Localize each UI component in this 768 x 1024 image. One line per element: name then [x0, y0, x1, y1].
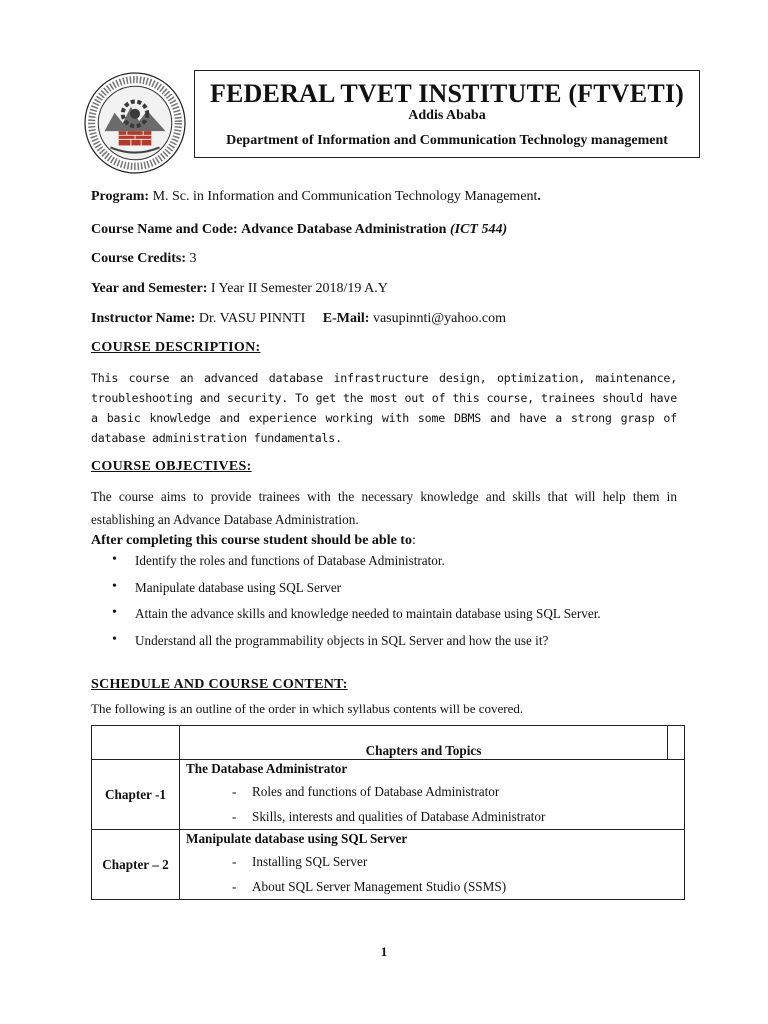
institute-title: FEDERAL TVET INSTITUTE (FTVETI)	[209, 79, 685, 108]
credits-value: 3	[189, 251, 197, 266]
list-item: • Manipulate database using SQL Server	[112, 580, 601, 607]
schedule-table	[91, 725, 685, 900]
instructor-label: Instructor Name:	[91, 311, 196, 326]
chapter-title: The Database Administrator	[186, 761, 348, 776]
chapters-topics-header: Chapters and Topics	[365, 743, 482, 758]
year-value: I Year II Semester 2018/19 A.Y	[210, 281, 388, 296]
chapter-label: Chapter – 2	[92, 830, 180, 900]
after-completing-line: After completing this course student should be able to:	[91, 533, 416, 548]
topic-item: - Roles and functions of Database Administrator	[232, 784, 500, 799]
schedule-heading: SCHEDULE AND COURSE CONTENT:	[91, 677, 348, 692]
instructor-line	[91, 311, 506, 327]
institute-city: Addis Ababa	[408, 108, 486, 123]
list-item: • Attain the advance skills and knowledge needed to maintain database using SQL Server.	[112, 606, 601, 633]
table-header-row	[92, 726, 685, 760]
email-label: E-Mail:	[322, 311, 370, 326]
program-label: Program:	[91, 189, 150, 204]
list-item: • Identify the roles and functions of Database Administrator.	[112, 553, 601, 580]
objectives-list	[112, 553, 601, 659]
header-box	[194, 70, 700, 158]
table-row	[92, 830, 685, 900]
program-line: Program: M. Sc. in Information and Communication Technology Management.	[91, 189, 541, 204]
course-description-text: This course an advanced database infrastructure design, optimization, maintenance, troubleshooting and security. To get the most out of this course, trainees should have a basic knowledge and experience working with some DBMS and have a strong grasp of database administration fundamentals.	[91, 371, 677, 445]
page-number: 1	[380, 944, 388, 959]
credits-line	[91, 251, 197, 267]
email-value: vasupinnti@yahoo.com	[372, 311, 506, 326]
course-objectives-heading: COURSE OBJECTIVES:	[91, 459, 252, 474]
topic-item: - About SQL Server Management Studio (SSMS)	[232, 879, 507, 894]
chapter-label: Chapter -1	[92, 760, 180, 830]
chapter-title: Manipulate database using SQL Server	[186, 831, 408, 846]
year-line	[91, 281, 388, 297]
course-code: (ICT 544)	[449, 222, 508, 237]
department-name: Department of Information and Communication Technology management	[226, 133, 668, 148]
topic-item: - Installing SQL Server	[232, 854, 368, 869]
course-objectives-intro: The course aims to provide trainees with the necessary knowledge and skills that will help them in establishing an Advance Database Administration.	[91, 489, 677, 527]
course-description-heading: COURSE DESCRIPTION:	[91, 340, 261, 355]
institute-seal-logo	[84, 72, 186, 174]
instructor-value: Dr. VASU PINNTI	[198, 311, 306, 326]
year-label: Year and Semester:	[91, 281, 208, 296]
topic-item: - Skills, interests and qualities of Database Administrator	[232, 809, 546, 824]
course-label: Course Name and Code:	[91, 222, 238, 237]
course-line	[91, 222, 507, 238]
table-row	[92, 760, 685, 830]
list-item: • Understand all the programmability objects in SQL Server and how the use it?	[112, 633, 601, 660]
course-name: Advance Database Administration	[241, 222, 447, 237]
after-completing-label: After completing this course student should be able to	[91, 533, 412, 548]
program-value: M. Sc. in Information and Communication Technology Management	[152, 189, 538, 204]
schedule-intro: The following is an outline of the order in which syllabus contents will be covered.	[91, 701, 524, 716]
credits-label: Course Credits:	[91, 251, 187, 266]
